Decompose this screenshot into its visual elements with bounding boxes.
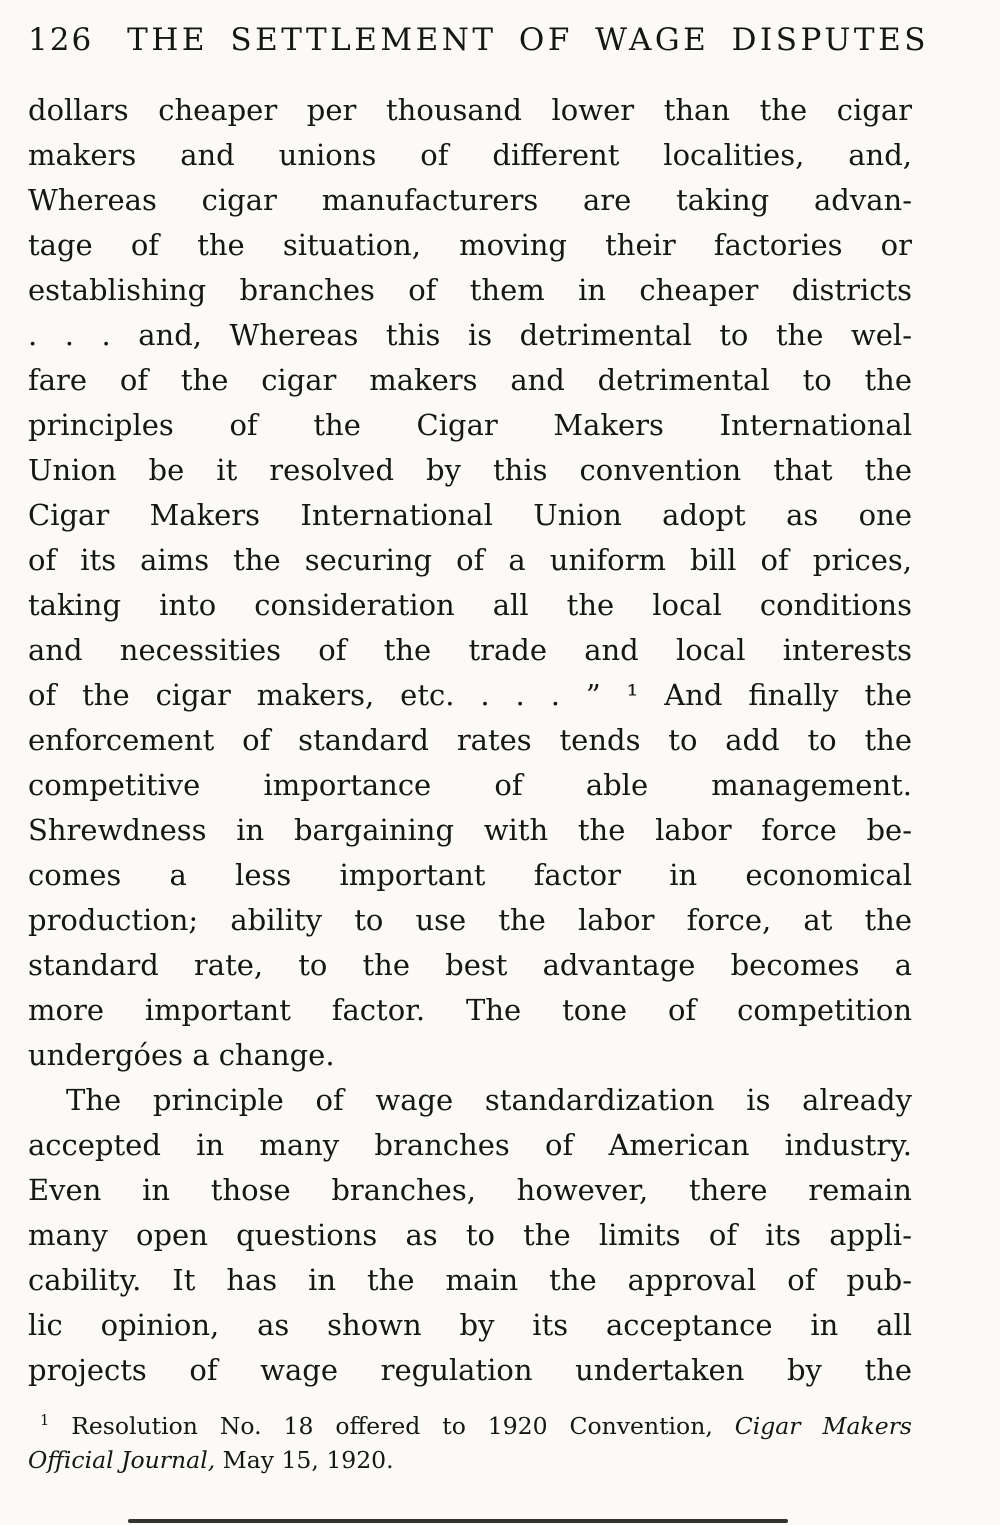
text-line: Cigar Makers International Union adopt as one	[28, 498, 912, 532]
text-line: makers and unions of different localities, and,	[28, 138, 912, 172]
book-page	[28, 20, 929, 1525]
text-line: tage of the situation, moving their factories or	[28, 228, 912, 262]
text-line: . . . and, Whereas this is detrimental to the wel-	[28, 318, 912, 352]
body-text	[28, 88, 912, 1393]
text-line: taking into consideration all the local conditions	[28, 588, 912, 622]
text-line: dollars cheaper per thousand lower than the cigar	[28, 93, 912, 127]
footnote-text: May 15, 1920.	[215, 1446, 394, 1474]
text-line: Whereas cigar manufacturers are taking advan-	[28, 183, 912, 217]
page-header	[28, 20, 929, 60]
text-line: and necessities of the trade and local interests	[28, 633, 912, 667]
text-line: standard rate, to the best advantage becomes a	[28, 948, 912, 982]
text-line: The principle of wage standardization is already	[66, 1083, 912, 1117]
text-line: Shrewdness in bargaining with the labor force be-	[28, 813, 912, 847]
text-line: establishing branches of them in cheaper districts	[28, 273, 912, 307]
text-line: competitive importance of able management.	[28, 768, 912, 802]
footnote-journal-title-part1: Cigar Makers	[734, 1412, 912, 1440]
footnote-line	[28, 1443, 912, 1477]
page-number: 126	[28, 22, 94, 58]
text-line-with-footnote-ref: of the cigar makers, etc. . . . ” ¹ And finally the	[28, 678, 912, 712]
text-line: enforcement of standard rates tends to add to the	[28, 723, 912, 757]
text-line: more important factor. The tone of competition	[28, 993, 912, 1027]
text-line: cability. It has in the main the approval of pub-	[28, 1263, 912, 1297]
paragraph-1	[28, 88, 912, 1078]
text-line: lic opinion, as shown by its acceptance in all	[28, 1308, 912, 1342]
footnote-line	[28, 1409, 912, 1443]
footnote-journal-title-part2: Official Journal,	[28, 1446, 216, 1474]
text-line: projects of wage regulation undertaken by the	[28, 1353, 912, 1387]
text-line: comes a less important factor in economical	[28, 858, 912, 892]
text-line: Union be it resolved by this convention that the	[28, 453, 912, 487]
text-line: production; ability to use the labor force, at the	[28, 903, 912, 937]
text-line: of its aims the securing of a uniform bill of prices,	[28, 543, 912, 577]
footnote	[28, 1409, 912, 1477]
text-line: Even in those branches, however, there remain	[28, 1173, 912, 1207]
running-head-title: THE SETTLEMENT OF WAGE DISPUTES	[127, 22, 929, 58]
footnote-text: Resolution No. 18 offered to 1920 Convention,	[49, 1412, 735, 1440]
text-line: fare of the cigar makers and detrimental to the	[28, 363, 912, 397]
text-line: principles of the Cigar Makers International	[28, 408, 912, 442]
text-line: accepted in many branches of American industry.	[28, 1128, 912, 1162]
footnote-marker: 1	[40, 1412, 50, 1430]
paragraph-2	[28, 1078, 912, 1393]
scan-edge-artifact	[128, 1519, 788, 1523]
text-line: undergóes a change.	[28, 1038, 335, 1072]
text-line: many open questions as to the limits of its appli-	[28, 1218, 912, 1252]
